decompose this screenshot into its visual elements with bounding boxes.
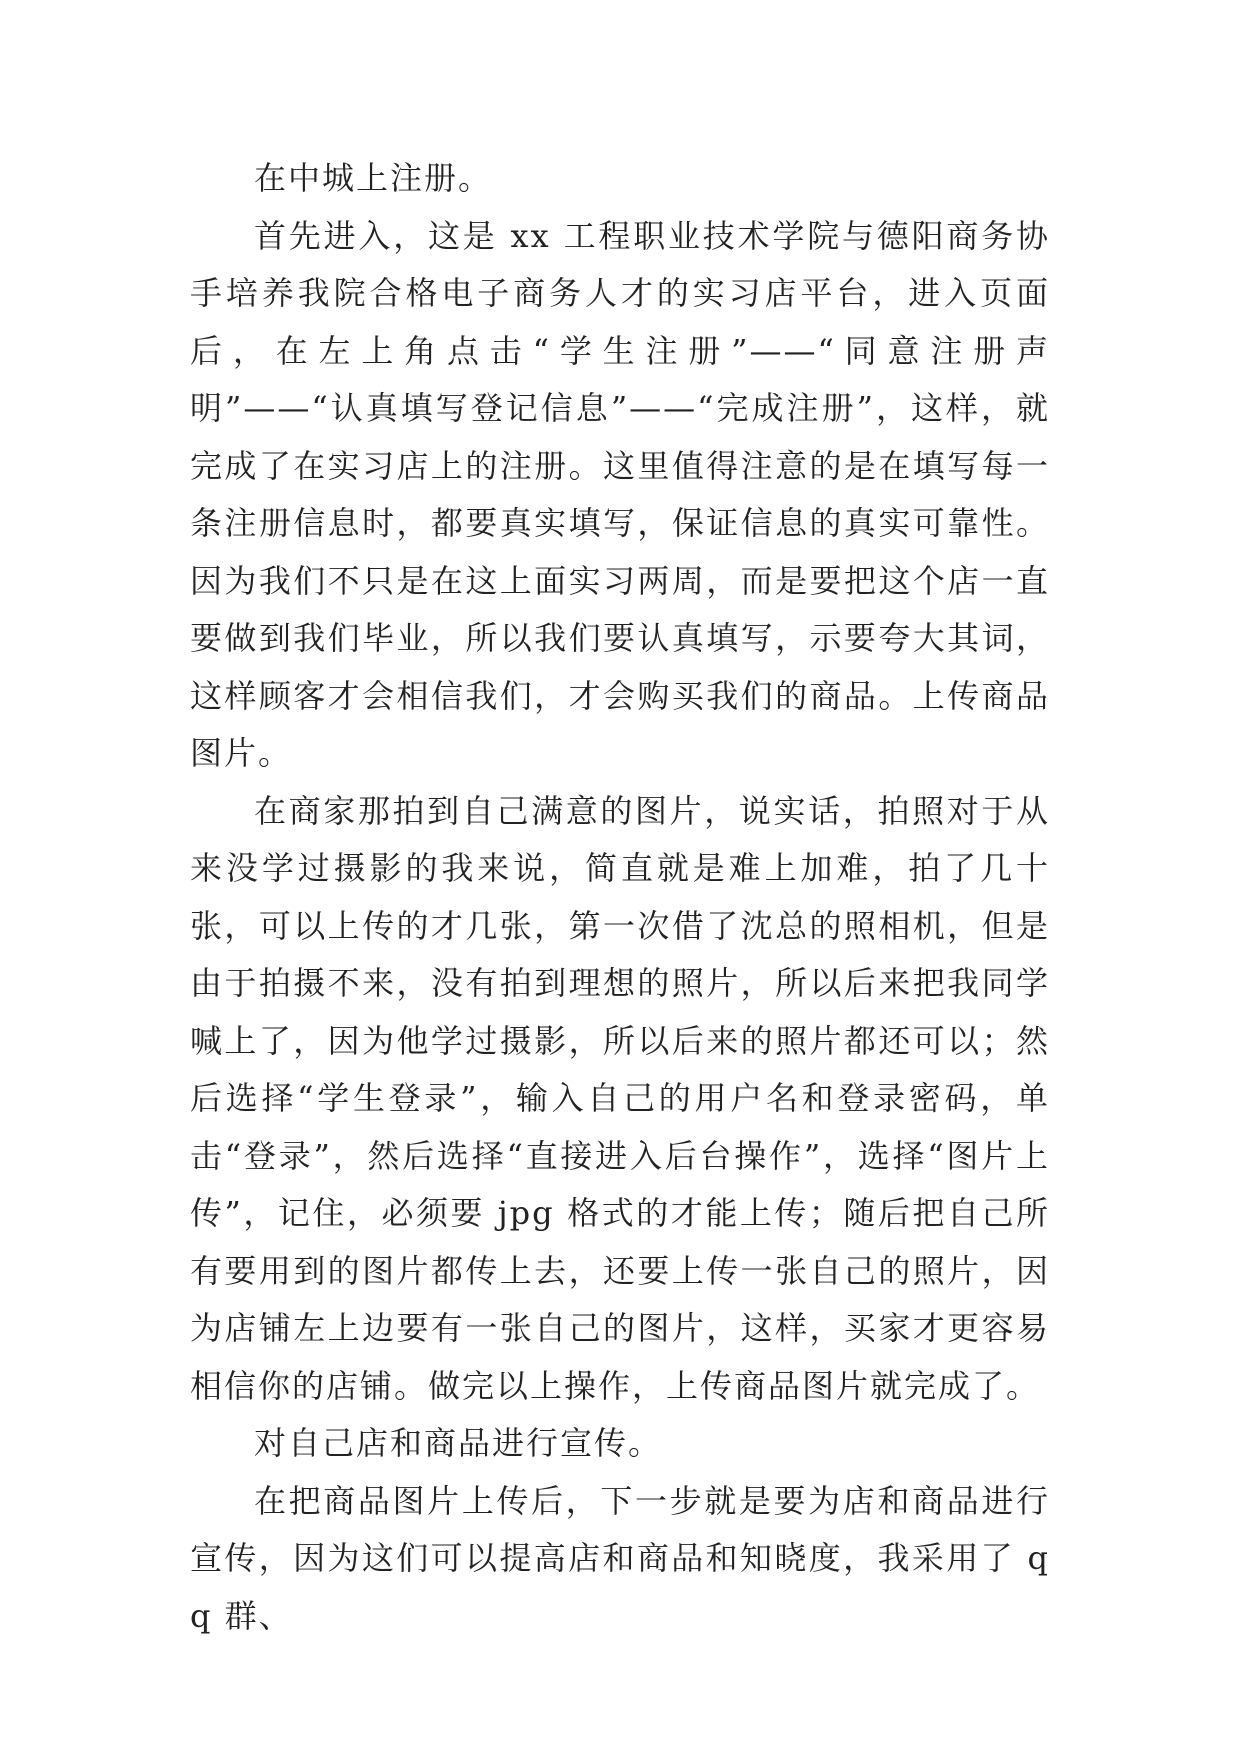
paragraph: 在中城上注册。 (254, 159, 493, 197)
document-body (190, 150, 1050, 1645)
paragraph: 在把商品图片上传后，下一步就是要为店和商品进行宣传，因为这们可以提高店和商品和知晓度，我采用了 qq 群、 (190, 1481, 1050, 1635)
paragraph: 对自己店和商品进行宣传。 (254, 1424, 663, 1462)
paragraph: 在商家那拍到自己满意的图片，说实话，拍照对于从来没学过摄影的我来说，简直就是难上加难，拍了几十张，可以上传的才几张，第一次借了沈总的照相机，但是由于拍摄不来，没有拍到理想的照片，所以后来把我同学喊上了，因为他学过摄影，所以后来的照片都还可以；然后选择“学生登录”，输入自己的用户名和登录密码，单击“登录”，然后选择“直接进入后台操作”，选择“图片上传”，记住，必须要 jpg 格式的才能上传；随后把自己所有要用到的图片都传上去，还要上传一张自己的照片，因为店铺左上边要有一张自己的图片，这样，买家才更容易相信你的店铺。做完以上操作，上传商品图片就完成了。 (190, 791, 1050, 1405)
paragraph: 首先进入，这是 xx 工程职业技术学院与德阳商务协手培养我院合格电子商务人才的实习店平台，进入页面后，在左上角点击“学生注册”——“同意注册声明”——“认真填写登记信息”——“完成注册”，这样，就完成了在实习店上的注册。这里值得注意的是在填写每一条注册信息时，都要真实填写，保证信息的真实可靠性。因为我们不只是在这上面实习两周，而是要把这个店一直要做到我们毕业，所以我们要认真填写，示要夸大其词，这样顾客才会相信我们，才会购买我们的商品。上传商品图片。 (190, 216, 1050, 772)
